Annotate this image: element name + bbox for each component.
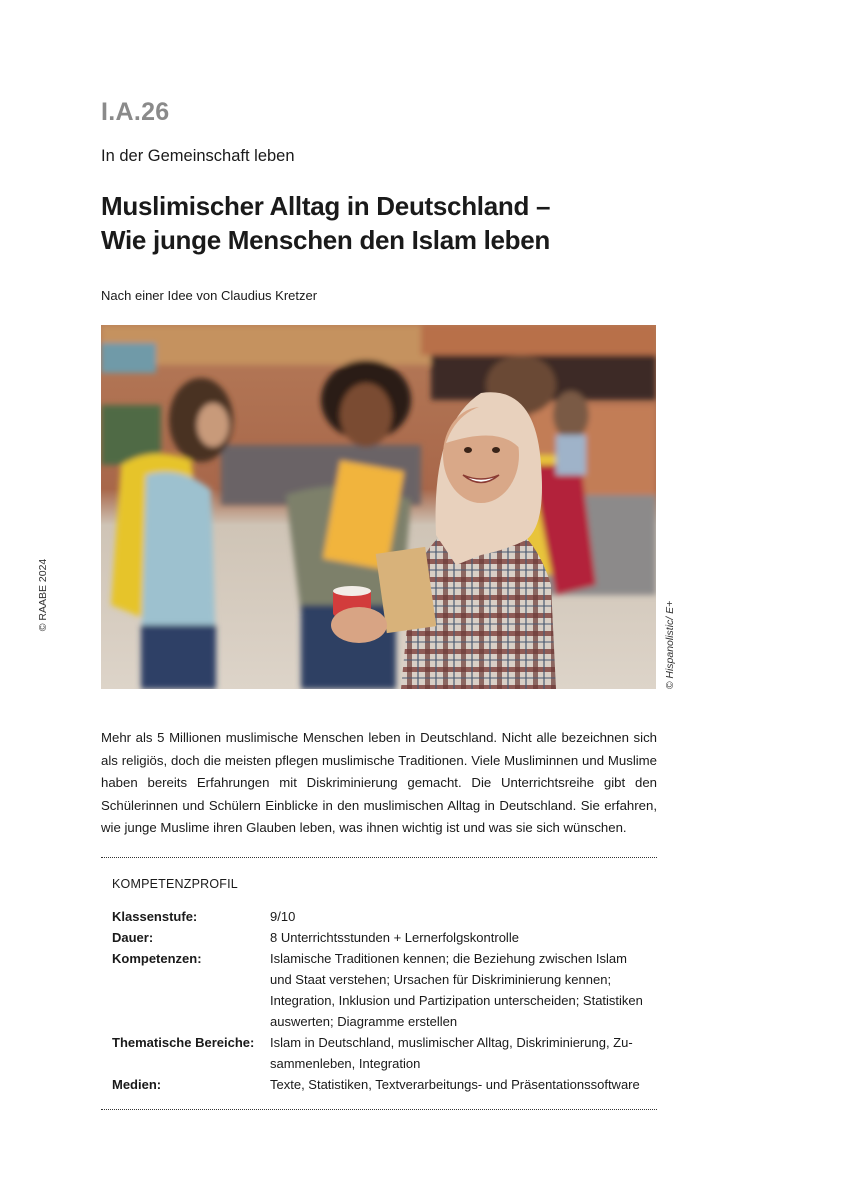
profile-label: Kompetenzen:	[112, 951, 202, 966]
intro-paragraph: Mehr als 5 Millionen muslimische Menschen leben in Deutschland. Nicht alle bezeichnen sich als religiös, doch die meisten pflegen muslimische Traditionen. Viele Musliminnen und Muslime haben bereits Erfahrungen mit Diskriminierung gemacht. Die Unterrichtsreihe gibt den Schülerinnen und Schülern Einblicke in den muslimischen Alltag in Deutschland. Sie erfahren, wie junge Muslime ihren Glauben leben, was ihnen wichtig ist und was sie sich wünschen.	[101, 730, 657, 835]
dotted-divider-top	[101, 857, 657, 858]
profile-row-media	[112, 1074, 652, 1095]
profile-value: 8 Unterrichtsstunden + Lernerfolgskontrolle	[270, 930, 519, 945]
profile-label: Dauer:	[112, 930, 154, 945]
cover-photo	[101, 325, 656, 689]
profile-label: Medien:	[112, 1077, 162, 1092]
page-title	[101, 189, 550, 257]
profile-value: Texte, Statistiken, Textverarbeitungs- und Präsentationssoftware	[270, 1077, 640, 1092]
competence-profile-table	[112, 906, 652, 1095]
photo-credit: © Hispanolistic/ E+	[664, 600, 676, 690]
profile-row-competences	[112, 948, 652, 1032]
profile-row-grade	[112, 906, 652, 927]
profile-label: Klassenstufe:	[112, 909, 198, 924]
profile-value: Islamische Traditionen kennen; die Beziehung zwischen Islam und Staat verstehen; Ursachen für Diskriminierung kennen; Integration, Inklusion und Partizipation unterscheiden; Statistiken auswerten; Diagramme erstellen	[270, 951, 643, 1029]
profile-value: 9/10	[270, 909, 296, 924]
competence-profile-heading: KOMPETENZPROFIL	[112, 877, 238, 891]
profile-value: Islam in Deutschland, muslimischer Alltag, Diskriminierung, Zusammenleben, Integration	[270, 1035, 633, 1071]
author-credit: Nach einer Idee von Claudius Kretzer	[101, 288, 318, 303]
copyright-notice: © RAABE 2024	[37, 558, 49, 632]
dotted-divider-bottom	[101, 1109, 657, 1110]
title-line-1: Muslimischer Alltag in Deutschland –	[101, 191, 551, 221]
document-code: I.A.26	[101, 98, 170, 126]
title-line-2: Wie junge Menschen den Islam leben	[101, 225, 551, 255]
profile-row-topics	[112, 1032, 652, 1074]
profile-row-duration	[112, 927, 652, 948]
photo-illustration	[101, 325, 656, 689]
profile-label: Thematische Bereiche:	[112, 1035, 255, 1050]
series-title: In der Gemeinschaft leben	[101, 147, 295, 165]
